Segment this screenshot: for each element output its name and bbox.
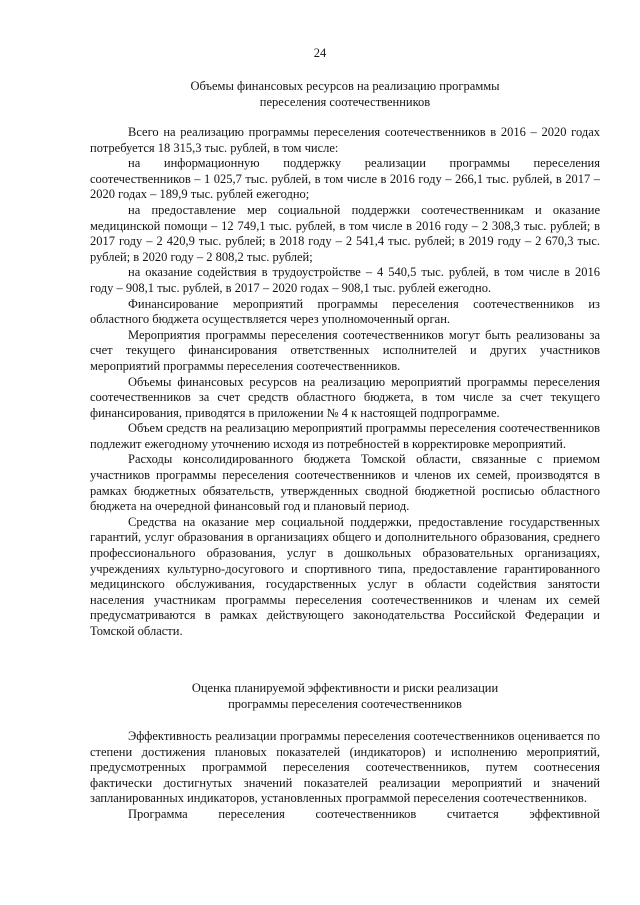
paragraph: Расходы консолидированного бюджета Томской области, связанные с приемом участников программы переселения соотечественников и членов их семей, производятся в рамках бюджетных обязательств, утвержденных сводной бюджетной росписью областного бюджета на очередной финансовый год и плановый период. bbox=[90, 452, 600, 514]
heading-line: Оценка планируемой эффективности и риски реализации bbox=[191, 681, 499, 695]
section-body-financing bbox=[90, 125, 600, 640]
heading-line: программы переселения соотечественников bbox=[228, 696, 462, 711]
section-heading-financing bbox=[90, 79, 600, 111]
heading-line: переселения соотечественников bbox=[259, 94, 431, 109]
paragraph: Программа переселения соотечественников считается эффективной bbox=[128, 806, 600, 821]
section-heading-efficiency bbox=[90, 681, 600, 713]
paragraph: Объемы финансовых ресурсов на реализацию мероприятий программы переселения соотечественников за счет средств областного бюджета, в том числе за счет текущего финансирования, приводятся в приложении № 4 к настоящей подпрограмме. bbox=[90, 374, 600, 420]
paragraph: Всего на реализацию программы переселения соотечественников в 2016 – 2020 годах потребуется 18 315,3 тыс. рублей, в том числе: bbox=[90, 125, 600, 155]
paragraph: Эффективность реализации программы переселения соотечественников оценивается по степени достижения плановых показателей (индикаторов) и исполнению мероприятий, предусмотренных программой переселения соотечественников, путем соотнесения фактически достигнутых значений показателей реализации мероприятий и значений запланированных индикаторов, установленных программой переселения соотечественников. bbox=[90, 729, 600, 806]
paragraph: Средства на оказание мер социальной поддержки, предоставление государственных гарантий, услуг образования в организациях общего и дополнительного образования, среднего профессионального образования, услуг в дошкольных образовательных организациях, учреждениях культурно-досугового и спортивного типа, предоставление гарантированного медицинского обслуживания, государственных услуг в области содействия занятости населения участникам программы переселения соотечественников и членам их семей предусматриваются в рамках действующего законодательства Российской Федерации и Томской области. bbox=[90, 514, 600, 638]
paragraph: Мероприятия программы переселения соотечественников могут быть реализованы за счет текущего финансирования ответственных исполнителей и других участников мероприятий программы переселения соотечественников. bbox=[90, 327, 600, 373]
paragraph: на информационную поддержку реализации программы переселения соотечественников – 1 025,7 тыс. рублей, в том числе в 2016 году – 266,1 тыс. рублей, в 2017 – 2020 годах – 189,9 тыс. рублей ежегодно; bbox=[90, 156, 600, 202]
section-body-efficiency bbox=[90, 729, 600, 823]
paragraph: Объем средств на реализацию мероприятий программы переселения соотечественников подлежит ежегодному уточнению исходя из потребностей в корректировке мероприятий. bbox=[90, 421, 600, 451]
paragraph: на оказание содействия в трудоустройстве – 4 540,5 тыс. рублей, в том числе в 2016 году – 908,1 тыс. рублей, в 2017 – 2020 годах – 908,1 тыс. рублей ежегодно. bbox=[90, 265, 600, 295]
page-number: 24 bbox=[313, 46, 327, 60]
heading-line: Объемы финансовых ресурсов на реализацию программы bbox=[190, 79, 500, 93]
paragraph: на предоставление мер социальной поддержки соотечественникам и оказание медицинской помощи – 12 749,1 тыс. рублей, в том числе в 2016 году – 2 308,3 тыс. рублей; в 2017 году – 2 420,9 тыс. рублей; в 2018 году – 2 541,4 тыс. рублей; в 2019 году – 2 670,3 тыс. рублей; в 2020 году – 2 808,2 тыс. рублей; bbox=[90, 202, 600, 264]
paragraph: Финансирование мероприятий программы переселения соотечественников из областного бюджета осуществляется через уполномоченный орган. bbox=[90, 296, 600, 327]
